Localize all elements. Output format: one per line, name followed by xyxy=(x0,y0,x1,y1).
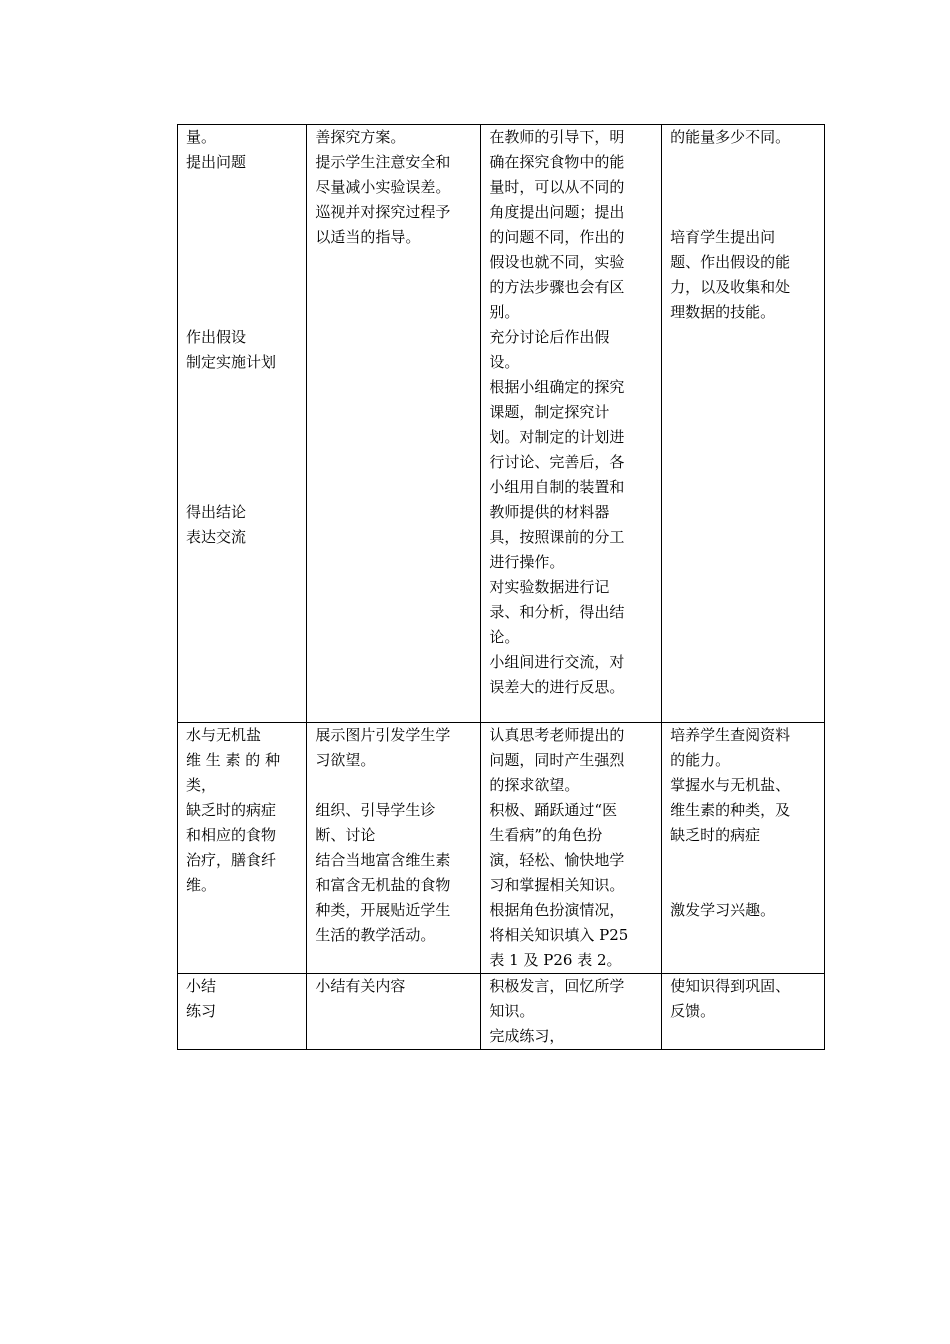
text-line: 问题，同时产生强烈 xyxy=(489,751,625,769)
text-line: 尽量减小实验误差。 xyxy=(315,178,451,196)
text-line: 和相应的食物 xyxy=(186,826,277,844)
text-line: 提出问题 xyxy=(186,153,247,171)
text-line: 培育学生提出问 xyxy=(670,228,776,246)
text-line: 题、作出假设的能 xyxy=(670,253,791,271)
text-line: 结合当地富含维生素 xyxy=(315,851,451,869)
text-line: 将相关知识填入 P25 xyxy=(489,926,629,944)
text-line: 作出假设 xyxy=(186,328,247,346)
design-intent-cell xyxy=(662,125,825,723)
text-line: 治疗，膳食纤 xyxy=(186,851,277,869)
text-line: 论。 xyxy=(489,628,520,646)
text-line: 进行操作。 xyxy=(489,553,565,571)
text-line: 确在探究食物中的能 xyxy=(489,153,625,171)
text-line: 巡视并对探究过程予 xyxy=(315,203,451,221)
text-line: 展示图片引发学生学 xyxy=(315,726,451,744)
text-line: 维生素的种类，及 xyxy=(670,801,791,819)
text-line: 录、和分析，得出结 xyxy=(489,603,625,621)
text-line: 表达交流 xyxy=(186,528,247,546)
text-line: 使知识得到巩固、 xyxy=(670,977,791,995)
design-intent-cell xyxy=(662,723,825,974)
text-line: 善探究方案。 xyxy=(315,128,406,146)
text-line: 培养学生查阅资料 xyxy=(670,726,791,744)
text-line: 小组间进行交流，对 xyxy=(489,653,625,671)
student-activity-cell xyxy=(481,125,662,723)
text-line: 量。 xyxy=(186,128,217,146)
lesson-plan-table xyxy=(177,124,825,1050)
student-activity-cell xyxy=(481,974,662,1050)
text-line: 别。 xyxy=(489,303,520,321)
text-line: 生看病”的角色扮 xyxy=(489,826,603,844)
text-line: 的能力。 xyxy=(670,751,731,769)
text-line: 练习 xyxy=(186,1002,217,1020)
text-line: 设。 xyxy=(489,353,520,371)
text-line: 小结 xyxy=(186,977,217,995)
text-line: 得出结论 xyxy=(186,503,247,521)
text-line: 生活的教学活动。 xyxy=(315,926,436,944)
text-line: 掌握水与无机盐、 xyxy=(670,776,791,794)
table-row xyxy=(178,723,825,974)
teaching-step-cell xyxy=(178,125,307,723)
text-line: 理数据的技能。 xyxy=(670,303,776,321)
text-line: 教师提供的材料器 xyxy=(489,503,610,521)
text-line: 的能量多少不同。 xyxy=(670,128,791,146)
text-line: 习欲望。 xyxy=(315,751,376,769)
text-line: 完成练习， xyxy=(489,1027,565,1045)
text-line: 提示学生注意安全和 xyxy=(315,153,451,171)
text-line: 表 1 及 P26 表 2。 xyxy=(489,951,622,969)
teaching-step-cell xyxy=(178,723,307,974)
teacher-activity-cell xyxy=(307,723,481,974)
table-row xyxy=(178,974,825,1050)
text-line: 角度提出问题；提出 xyxy=(489,203,625,221)
teacher-activity-cell xyxy=(307,125,481,723)
text-line: 根据角色扮演情况， xyxy=(489,901,625,919)
text-line: 激发学习兴趣。 xyxy=(670,901,776,919)
text-line: 反馈。 xyxy=(670,1002,716,1020)
text-line: 组织、引导学生诊 xyxy=(315,801,436,819)
text-line: 量时，可以从不同的 xyxy=(489,178,625,196)
text-line: 误差大的进行反思。 xyxy=(489,678,625,696)
text-line: 充分讨论后作出假 xyxy=(489,328,610,346)
text-line: 水与无机盐 xyxy=(186,726,262,744)
text-line: 的方法步骤也会有区 xyxy=(489,278,625,296)
text-line: 维 生 素 的 种 xyxy=(186,751,281,769)
text-line: 制定实施计划 xyxy=(186,353,277,371)
text-line: 类， xyxy=(186,776,217,794)
text-line: 在教师的引导下，明 xyxy=(489,128,625,146)
text-line: 断、讨论 xyxy=(315,826,376,844)
text-line: 积极、踊跃通过“医 xyxy=(489,801,618,819)
text-line: 知识。 xyxy=(489,1002,535,1020)
design-intent-cell xyxy=(662,974,825,1050)
text-line: 假设也就不同，实验 xyxy=(489,253,625,271)
text-line: 的问题不同，作出的 xyxy=(489,228,625,246)
teaching-step-cell xyxy=(178,974,307,1050)
text-line: 认真思考老师提出的 xyxy=(489,726,625,744)
text-line: 和富含无机盐的食物 xyxy=(315,876,451,894)
text-line: 以适当的指导。 xyxy=(315,228,421,246)
text-line: 缺乏时的病症 xyxy=(670,826,761,844)
text-line: 维。 xyxy=(186,876,217,894)
text-line: 演，轻松、愉快地学 xyxy=(489,851,625,869)
text-line: 力，以及收集和处 xyxy=(670,278,791,296)
text-line: 种类，开展贴近学生 xyxy=(315,901,451,919)
text-line: 小组用自制的装置和 xyxy=(489,478,625,496)
text-line: 习和掌握相关知识。 xyxy=(489,876,625,894)
text-line: 行讨论、完善后，各 xyxy=(489,453,625,471)
text-line: 根据小组确定的探究 xyxy=(489,378,625,396)
table-row xyxy=(178,125,825,723)
text-line: 的探求欲望。 xyxy=(489,776,580,794)
text-line: 缺乏时的病症 xyxy=(186,801,277,819)
text-line: 小结有关内容 xyxy=(315,977,406,995)
text-line: 课题，制定探究计 xyxy=(489,403,610,421)
text-line: 划。对制定的计划进 xyxy=(489,428,625,446)
teacher-activity-cell xyxy=(307,974,481,1050)
text-line: 对实验数据进行记 xyxy=(489,578,610,596)
text-line: 积极发言，回忆所学 xyxy=(489,977,625,995)
text-line: 具，按照课前的分工 xyxy=(489,528,625,546)
student-activity-cell xyxy=(481,723,662,974)
